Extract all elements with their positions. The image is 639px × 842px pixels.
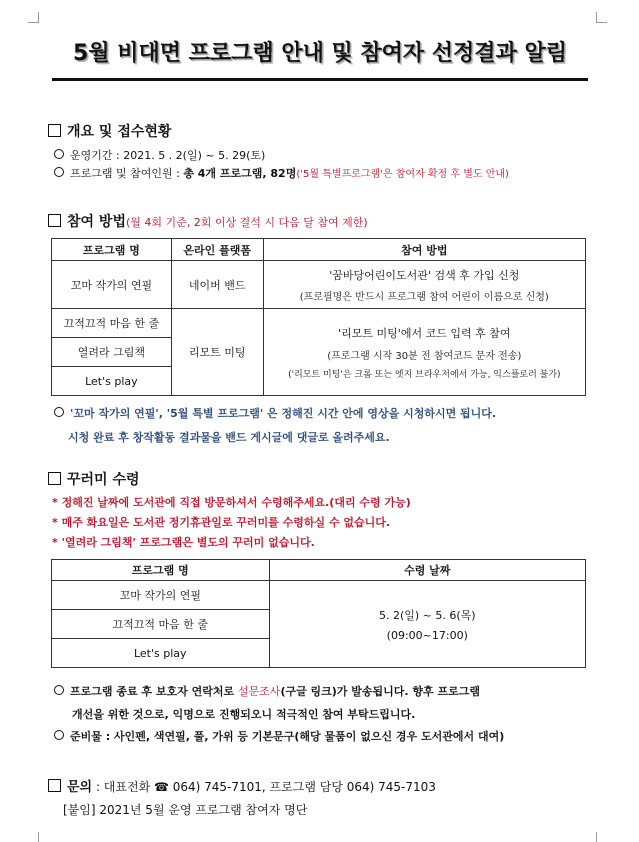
- pickup-note: * '열려라 그림책' 프로그램은 별도의 꾸러미 없습니다.: [52, 536, 315, 549]
- pickup-note: * 매주 화요일은 도서관 정기휴관일로 꾸러미를 수령하실 수 없습니다.: [52, 516, 391, 529]
- pickup-note: * 정해진 날짜에 도서관에 직접 방문하셔서 수령해주세요.(대리 수령 가능): [52, 496, 411, 509]
- survey-note: 프로그램 종료 후 보호자 연락처로 설문조사(구글 링크)가 발송됩니다. 향후 프로그램: [54, 683, 480, 699]
- method-note: ('리모트 미팅'은 크롬 또는 엣지 브라우저에서 가능, 익스플로러 불가): [288, 369, 561, 380]
- table-header: 프로그램 명: [52, 239, 172, 261]
- table-cell-platform: 리모트 미팅: [171, 309, 263, 396]
- table-cell-method: [263, 261, 585, 309]
- overview-programs: 프로그램 및 참여인원 : 총 4개 프로그램, 82명('5월 특별프로그램'은 참여자 확정 후 별도 안내): [54, 165, 509, 181]
- circle-bullet-icon: [54, 407, 64, 417]
- page-corner-mark: [596, 12, 607, 23]
- circle-bullet-icon: [54, 685, 64, 695]
- circle-bullet-icon: [54, 730, 64, 740]
- table-cell-platform: 네이버 밴드: [171, 261, 263, 309]
- table-header: 프로그램 명: [52, 560, 270, 581]
- attachment-line: [붙임] 2021년 5월 운영 프로그램 참여자 명단: [63, 803, 308, 817]
- pickup-time: (09:00~17:00): [386, 628, 468, 642]
- page-title: [52, 30, 588, 81]
- page-corner-mark: [28, 12, 39, 23]
- table-cell-method: [263, 309, 585, 396]
- pickup-date: 5. 2(일) ~ 5. 6(목): [378, 608, 476, 622]
- supplies-note: 준비물 : 사인펜, 색연필, 풀, 가위 등 기본문구(해당 물품이 없으신 경우 도서관에서 대여): [54, 728, 504, 744]
- participation-heading: 참여 방법(월 4회 기준, 2회 이상 결석 시 다음 달 참여 제한): [48, 211, 368, 231]
- table-cell-program: 끄적끄적 마음 한 줄: [52, 309, 172, 338]
- checkbox-square-icon: [48, 779, 61, 792]
- participation-table: [51, 238, 586, 396]
- participation-note: '꼬마 작가의 연필', '5월 특별 프로그램' 은 정해진 시간 안에 영상을 시청하시면 됩니다.: [54, 405, 496, 421]
- method-sub: (프로그램 시작 30분 전 참여코드 문자 전송): [327, 350, 522, 362]
- checkbox-square-icon: [48, 214, 61, 227]
- table-cell-program: 꼬마 작가의 연필: [52, 261, 172, 309]
- overview-heading: 개요 및 접수현황: [48, 121, 171, 141]
- method-main: '리모트 미팅'에서 코드 입력 후 참여: [338, 326, 511, 340]
- page-title-text: 5월 비대면 프로그램 안내 및 참여자 선정결과 알림: [73, 41, 567, 66]
- participation-note-line2: 시청 완료 후 창작활동 결과물을 밴드 게시글에 댓글로 올려주세요.: [68, 431, 390, 444]
- contact-line: 문의 : 대표전화 ☎ 064) 745-7101, 프로그램 담당 064) 745-7103: [48, 776, 436, 795]
- table-header: 온라인 플랫폼: [171, 239, 263, 261]
- table-header: 참여 방법: [263, 239, 585, 261]
- table-cell-program: 끄적끄적 마음 한 줄: [52, 610, 270, 639]
- checkbox-square-icon: [48, 472, 61, 485]
- page-corner-mark: [596, 832, 607, 842]
- method-main: '꿈바당어린이도서관' 검색 후 가입 신청: [329, 268, 520, 282]
- checkbox-square-icon: [48, 124, 61, 137]
- table-cell-program: Let's play: [52, 367, 172, 396]
- table-cell-program: 열려라 그림책: [52, 338, 172, 367]
- table-header: 수령 날짜: [269, 560, 585, 581]
- page-corner-mark: [28, 832, 39, 842]
- table-cell-program: Let's play: [52, 639, 270, 668]
- overview-period: 운영기간 : 2021. 5 . 2(일) ~ 5. 29(토): [54, 147, 265, 163]
- circle-bullet-icon: [54, 149, 64, 159]
- table-cell-date: [269, 581, 585, 668]
- pickup-heading: 꾸러미 수령: [48, 469, 140, 489]
- method-sub: (프로필명은 반드시 프로그램 참여 어린이 이름으로 신청): [299, 291, 549, 303]
- survey-note-line2: 개선을 위한 것으로, 익명으로 진행되오니 적극적인 참여 부탁드립니다.: [72, 708, 416, 721]
- circle-bullet-icon: [54, 167, 64, 177]
- table-cell-program: 꼬마 작가의 연필: [52, 581, 270, 610]
- pickup-table: [51, 559, 586, 668]
